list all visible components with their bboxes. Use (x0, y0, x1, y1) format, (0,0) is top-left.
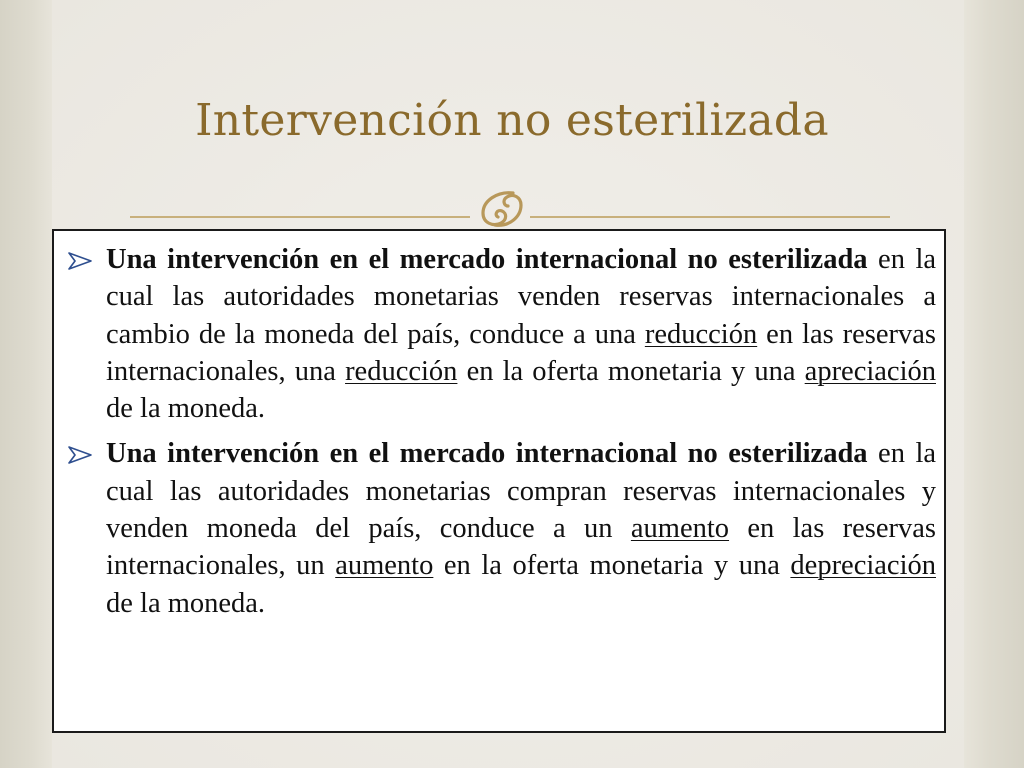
arrow-right-bullet-icon (66, 445, 94, 465)
scroll-flourish-icon (475, 187, 529, 231)
underlined-term: aumento (630, 513, 730, 545)
bullet-item-2 (54, 435, 944, 621)
bullet-text: en la cual las autoridades monetarias venden reservas internacionales a cambio de la moneda del país, conduce a una (106, 244, 937, 350)
bullet-text: en la oferta monetaria y una (457, 355, 805, 387)
bullet-text: en las reservas internacionales, una (106, 318, 937, 387)
bullet-text: de la moneda. (106, 587, 266, 619)
underlined-term: apreciación (804, 355, 936, 387)
bullet-text: en la oferta monetaria y una (433, 550, 791, 582)
bullet-text: de la moneda. (106, 393, 266, 425)
bullet-text: en la cual las autoridades monetarias compran reservas internacionales y venden moneda del país, conduce a un (106, 438, 937, 545)
bullet-text: en las reservas internacionales, un (106, 513, 937, 582)
content-box (52, 229, 946, 733)
underlined-term: aumento (335, 550, 434, 582)
arrow-right-bullet-icon (66, 251, 94, 271)
bullet-bold-lead: Una intervención en el mercado internacional no esterilizada (106, 244, 868, 275)
underlined-term: reducción (644, 318, 758, 350)
bullet-item-1 (54, 241, 944, 427)
bullet-bold-lead: Una intervención en el mercado internacional no esterilizada (106, 438, 868, 470)
underlined-term: reducción (345, 355, 458, 387)
slide-title: Intervención no esterilizada (195, 95, 829, 146)
bullet-list (54, 241, 944, 630)
title-divider-left (130, 216, 470, 218)
title-divider-right (530, 216, 890, 218)
underlined-term: depreciación (790, 550, 936, 582)
